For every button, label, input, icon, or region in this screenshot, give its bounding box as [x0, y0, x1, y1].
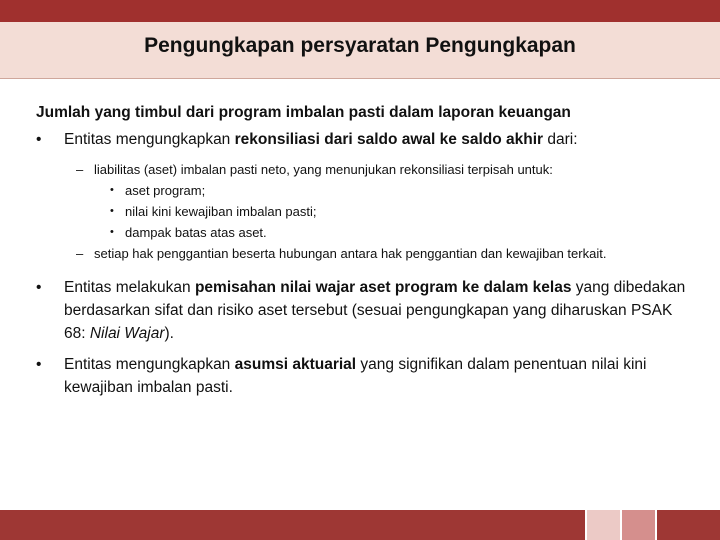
sub-sub-item-2 [36, 201, 696, 222]
bullet-item-1 [36, 128, 696, 151]
sub-sub-item-text: dampak batas atas aset. [125, 225, 267, 240]
sub-sub-item-text: aset program; [125, 183, 206, 198]
bullet-item-2 [36, 276, 696, 345]
bullet-text: dari: [543, 131, 578, 148]
small-bullet-marker: • [110, 226, 114, 238]
bullet-text: Entitas mengungkapkan [64, 131, 235, 148]
bullet-italic: Nilai Wajar [89, 325, 165, 342]
footer-square-light [587, 510, 620, 540]
sub-item-text: liabilitas (aset) imbalan pasti neto, yang menunjukan rekonsiliasi terpisah untuk: [94, 162, 553, 177]
title-band [0, 22, 720, 79]
bullet-emphasis: asumsi aktuarial [234, 356, 357, 373]
sub-item-2 [36, 243, 696, 264]
footer-square-dark [657, 510, 720, 540]
small-bullet-marker: • [110, 205, 114, 217]
sub-item-1 [36, 159, 696, 180]
sub-sub-item-1 [36, 180, 696, 201]
bullet-text: Entitas melakukan [64, 279, 195, 296]
top-accent-bar [0, 0, 720, 22]
bullet-item-3 [36, 353, 696, 399]
footer-bar [0, 510, 585, 540]
dash-marker: – [76, 162, 84, 177]
bullet-text: yang dibedakan berdasarkan sifat dan risiko aset tersebut (sesuai pengungkapan yang diharuskan PSAK 68: [64, 279, 686, 342]
bullet-text: ). [164, 325, 174, 342]
footer-square-mid [622, 510, 655, 540]
sub-sub-item-text: nilai kini kewajiban imbalan pasti; [125, 204, 317, 219]
bullet-emphasis: rekonsiliasi dari saldo awal ke saldo akhir [234, 131, 544, 148]
slide-content [36, 104, 696, 407]
bullet-marker: • [36, 279, 42, 296]
sub-sub-item-3 [36, 222, 696, 243]
bullet-marker: • [36, 356, 42, 373]
section-heading: Jumlah yang timbul dari program imbalan pasti dalam laporan keuangan [36, 104, 571, 121]
bullet-text: yang signifikan dalam penentuan nilai kini kewajiban imbalan pasti. [64, 356, 647, 396]
sub-item-text: setiap hak penggantian beserta hubungan antara hak penggantian dan kewajiban terkait. [94, 246, 607, 261]
dash-marker: – [76, 246, 84, 261]
bullet-marker: • [36, 131, 42, 148]
small-bullet-marker: • [110, 184, 114, 196]
bullet-emphasis: pemisahan nilai wajar aset program ke dalam kelas [194, 279, 572, 296]
bullet-text: Entitas mengungkapkan [64, 356, 235, 373]
page-title: Pengungkapan persyaratan Pengungkapan [144, 34, 576, 57]
